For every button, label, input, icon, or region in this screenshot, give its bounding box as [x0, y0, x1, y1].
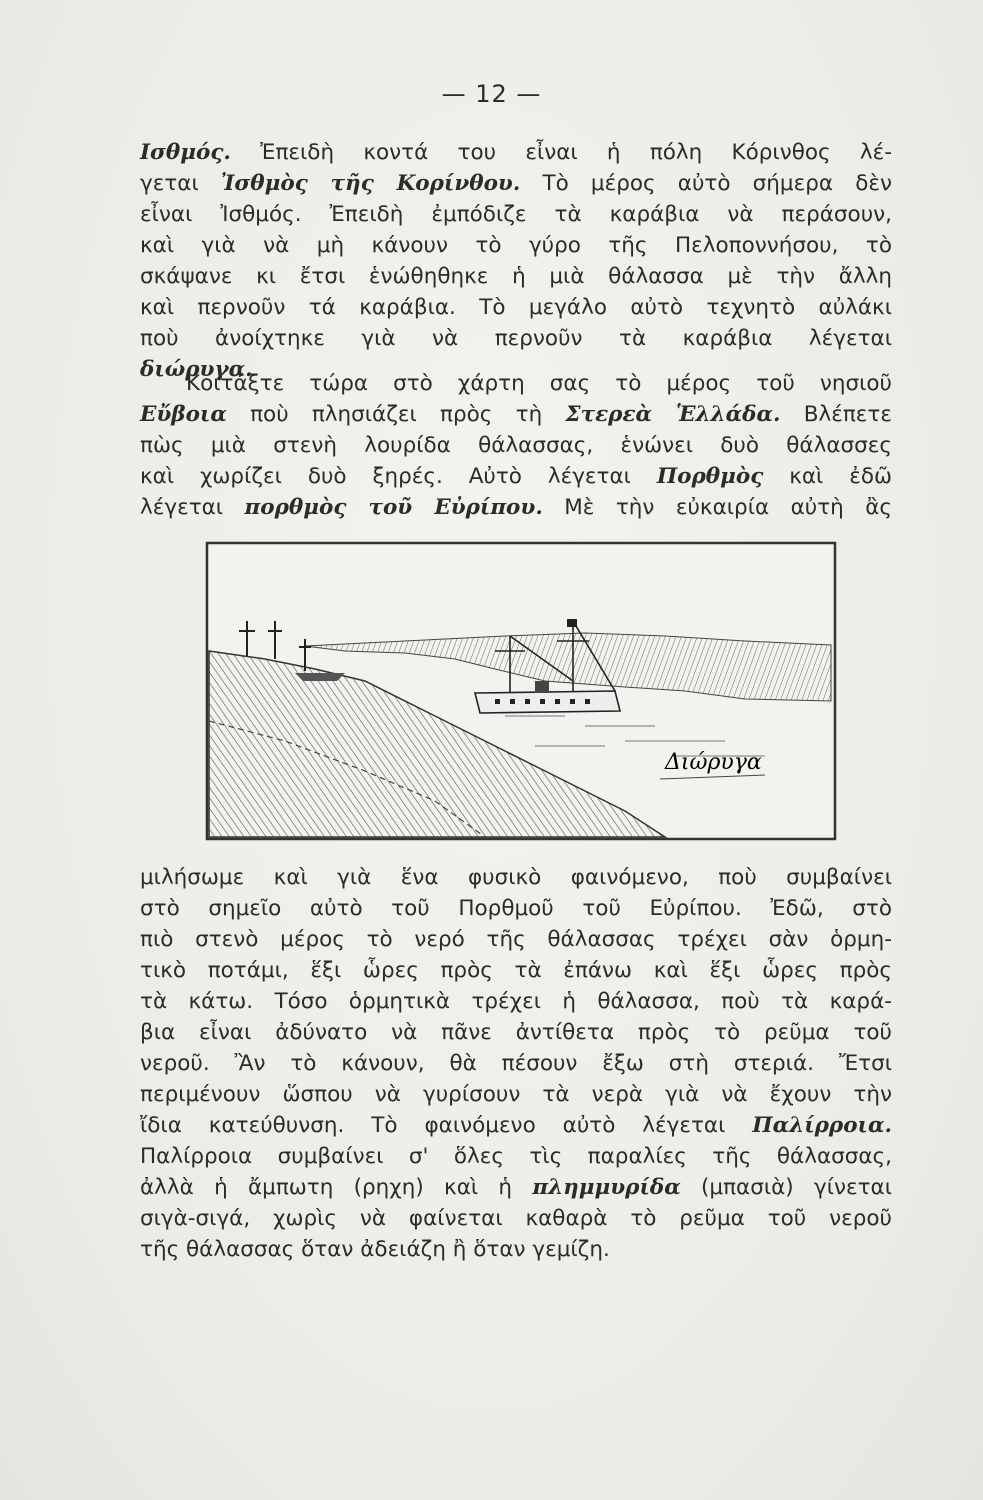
text-segment: καὶ ἐδῶ: [763, 464, 892, 489]
text-line: [140, 323, 892, 354]
text-segment: περιμένουν ὥσπου νὰ γυρίσουν τὰ νερὰ γιὰ νὰ ἔχουν τὴν: [140, 1082, 892, 1107]
text-line: [140, 292, 892, 323]
emphasized-term: Ισθμός.: [140, 140, 231, 165]
text-segment: Μὲ τὴν εὐκαιρία αὐτὴ ἂς: [542, 495, 892, 520]
text-line: [140, 1048, 892, 1079]
text-line: [140, 924, 892, 955]
text-segment: τικὸ ποτάμι, ἕξι ὧρες πρὸς τὰ ἐπάνω καὶ ἕξι ὧρες πρὸς: [140, 958, 892, 983]
text-line: [140, 199, 892, 230]
text-segment: Παλίρροια συμβαίνει σ' ὅλες τὶς παραλίες τῆς θάλασσας,: [140, 1144, 892, 1169]
text-segment: νεροῦ. Ἂν τὸ κάνουν, θὰ πέσουν ἔξω στὴ στεριά. Ἔτσι: [140, 1051, 892, 1076]
figure-caption: Διώρυγα: [665, 750, 762, 775]
text-segment: ἀλλὰ ἡ ἄμπωτη (ρηχη) καὶ ἡ: [140, 1175, 533, 1200]
text-line: [140, 1017, 892, 1048]
text-segment: Ἐπειδὴ κοντά του εἶναι ἡ πόλη Κόρινθος λέ-: [230, 140, 892, 165]
text-line: [140, 492, 892, 523]
canal-illustration: [205, 541, 837, 841]
text-segment: τῆς θάλασσας ὅταν ἀδειάζη ἢ ὅταν γεμίζη.: [140, 1237, 610, 1262]
emphasized-term: πλημμυρίδα: [532, 1175, 681, 1200]
text-line: [140, 1110, 892, 1141]
text-line: [140, 893, 892, 924]
text-segment: Βλέπετε: [780, 402, 892, 427]
text-segment: καὶ χωρίζει δυὸ ξηρές. Αὐτὸ λέγεται: [140, 464, 657, 489]
emphasized-term: Πορθμὸς: [656, 464, 764, 489]
text-segment: καὶ περνοῦν τά καράβια. Τὸ μεγάλο αὐτὸ τεχνητὸ αὐλάκι: [140, 295, 892, 320]
text-segment: τὰ κάτω. Τόσο ὁρμητικὰ τρέχει ἡ θάλασσα, ποὺ τὰ καρά-: [140, 989, 892, 1014]
text-segment: ποὺ ἀνοίχτηκε γιὰ νὰ περνοῦν τὰ καράβια λέγεται: [140, 326, 892, 351]
text-segment: βια εἶναι ἀδύνατο νὰ πᾶνε ἀντίθετα πρὸς τὸ ρεῦμα τοῦ: [140, 1020, 892, 1045]
text-segment: σκάψανε κι ἔτσι ἑνώθηθηκε ἡ μιὰ θάλασσα μὲ τὴν ἄλλη: [140, 264, 892, 289]
text-segment: ποὺ πλησιάζει πρὸς τὴ: [226, 402, 566, 427]
text-line: [140, 399, 892, 430]
emphasized-term: Στερεὰ Ἑλλάδα.: [565, 402, 781, 427]
text-segment: μιλήσωμε καὶ γιὰ ἕνα φυσικὸ φαινόμενο, ποὺ συμβαίνει: [140, 865, 892, 890]
page-number: — 12 —: [441, 80, 542, 108]
emphasized-term: πορθμὸς τοῦ Εὐρίπου.: [244, 495, 543, 520]
text-line: [140, 137, 892, 168]
text-segment: λέγεται: [140, 495, 245, 520]
paragraph-tides: [140, 862, 892, 1265]
text-line: [140, 1203, 892, 1234]
text-segment: εἶναι Ἰσθμός. Ἐπειδὴ ἐμπόδιζε τὰ καράβια νὰ περάσουν,: [140, 202, 892, 227]
text-line: [140, 461, 892, 492]
text-segment: ἴδια κατεύθυνση. Τὸ φαινόμενο αὐτὸ λέγεται: [140, 1113, 753, 1138]
canal-drawing: [205, 541, 837, 841]
text-segment: (μπασιὰ) γίνεται: [680, 1175, 892, 1200]
text-segment: σιγὰ-σιγά, χωρὶς νὰ φαίνεται καθαρὰ τὸ ρεῦμα τοῦ νεροῦ: [140, 1206, 892, 1231]
text-line: [140, 430, 892, 461]
emphasized-term: Ἰσθμὸς τῆς Κορίνθου.: [220, 171, 521, 196]
emphasized-term: Παλίρροια.: [752, 1113, 892, 1138]
text-line: [140, 1172, 892, 1203]
emphasized-term: Εὔβοια: [140, 402, 227, 427]
text-segment: πιὸ στενὸ μέρος τὸ νερό τῆς θάλασσας τρέχει σὰν ὁρμη-: [140, 927, 892, 952]
emphasized-term: διώρυγα.: [140, 357, 253, 382]
text-segment: γεται: [140, 171, 221, 196]
text-line: [140, 955, 892, 986]
text-line: [140, 1141, 892, 1172]
text-segment: πὼς μιὰ στενὴ λουρίδα θάλασσας, ἑνώνει δυὸ θάλασσες: [140, 433, 892, 458]
text-line: [140, 261, 892, 292]
text-line: [140, 986, 892, 1017]
text-line: [140, 230, 892, 261]
paragraph-euripus: [140, 368, 892, 523]
text-line: [140, 368, 892, 399]
text-line: [140, 862, 892, 893]
text-line: [140, 168, 892, 199]
text-line: [140, 1079, 892, 1110]
text-segment: στὸ σημεῖο αὐτὸ τοῦ Πορθμοῦ τοῦ Εὐρίπου. Ἐδῶ, στὸ: [140, 896, 892, 921]
text-segment: Κοιτάξτε τώρα στὸ χάρτη σας τὸ μέρος τοῦ νησιοῦ: [186, 371, 892, 396]
text-segment: Τὸ μέρος αὐτὸ σήμερα δὲν: [520, 171, 892, 196]
text-segment: καὶ γιὰ νὰ μὴ κάνουν τὸ γύρο τῆς Πελοποννήσου, τὸ: [140, 233, 892, 258]
paragraph-isthmus: [140, 137, 892, 385]
text-line: [140, 1234, 892, 1265]
